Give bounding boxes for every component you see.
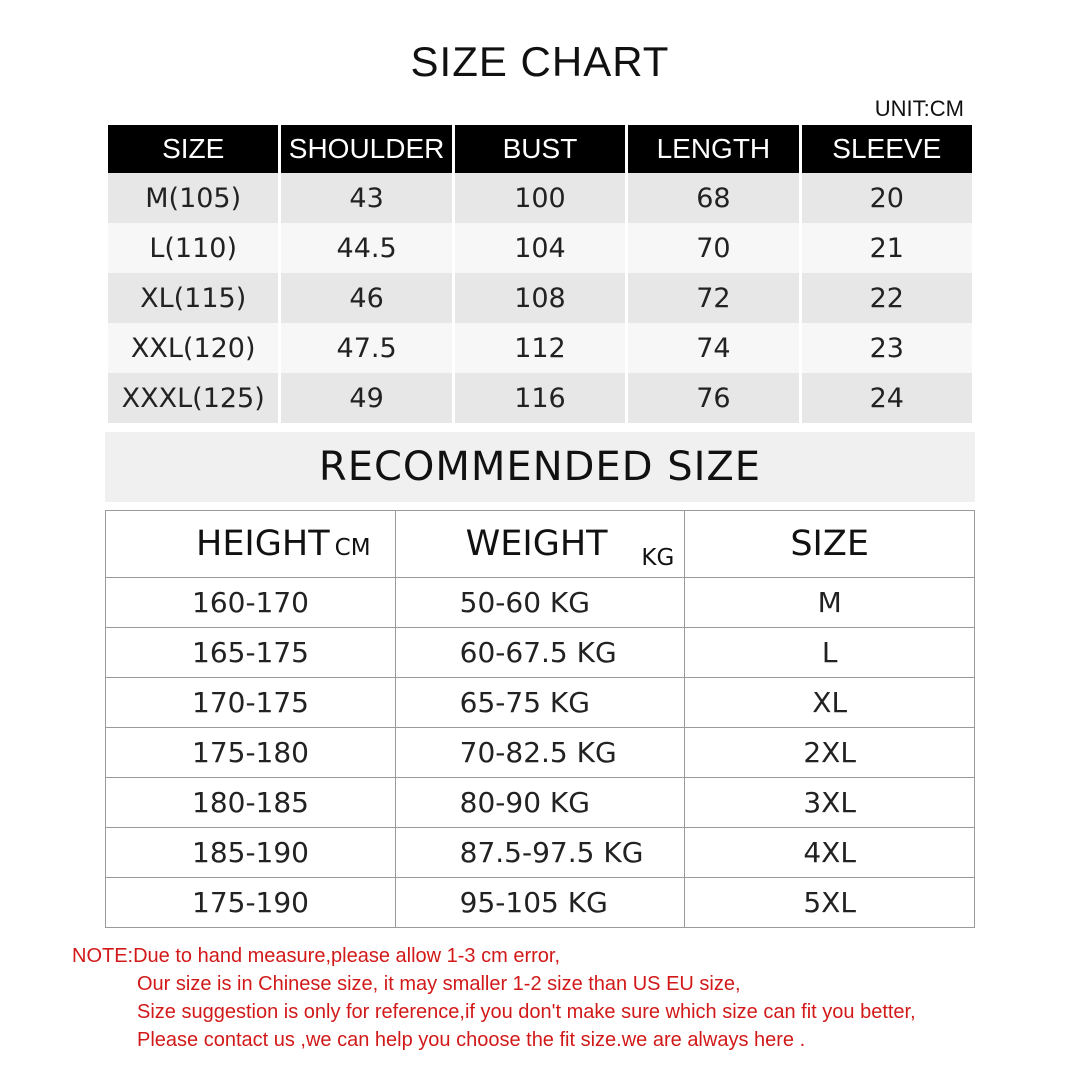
table-cell: 50-60 KG	[395, 578, 685, 628]
table-cell: M(105)	[108, 173, 278, 223]
table-cell: 112	[455, 323, 625, 373]
table-cell: 100	[455, 173, 625, 223]
table-row	[106, 578, 975, 628]
column-header-length: LENGTH	[628, 125, 798, 173]
table-row	[106, 678, 975, 728]
table-cell: 49	[281, 373, 451, 423]
page-title: SIZE CHART	[410, 38, 670, 85]
table-cell: XXL(120)	[108, 323, 278, 373]
table-cell: 170-175	[106, 678, 396, 728]
table-cell: 3XL	[685, 778, 975, 828]
table-row	[106, 828, 975, 878]
note-line: Please contact us ,we can help you choose the fit size.we are always here .	[137, 1029, 806, 1051]
unit-label: UNIT:CM	[874, 96, 964, 121]
weight-header-label: WEIGHT	[465, 524, 608, 564]
table-row	[108, 223, 972, 273]
table-cell: 24	[802, 373, 972, 423]
table-cell: XL	[685, 678, 975, 728]
column-header-height	[106, 511, 396, 578]
column-header-size: SIZE	[108, 125, 278, 173]
table-cell: 68	[628, 173, 798, 223]
table-cell: 23	[802, 323, 972, 373]
table-cell: 87.5-97.5 KG	[395, 828, 685, 878]
column-header-size	[685, 511, 975, 578]
note-line: Size suggestion is only for reference,if you don't make sure which size can fit you better,	[137, 1001, 916, 1023]
recommended-header-row	[106, 511, 975, 578]
table-cell: 175-180	[106, 728, 396, 778]
table-cell: 80-90 KG	[395, 778, 685, 828]
table-cell: 70	[628, 223, 798, 273]
table-row	[106, 728, 975, 778]
table-cell: 104	[455, 223, 625, 273]
table-row	[106, 778, 975, 828]
table-row	[106, 628, 975, 678]
column-header-shoulder: SHOULDER	[281, 125, 451, 173]
table-cell: 21	[802, 223, 972, 273]
height-unit-label: CM	[334, 535, 371, 561]
table-cell: 46	[281, 273, 451, 323]
table-row	[108, 273, 972, 323]
table-cell: 74	[628, 323, 798, 373]
table-cell: 2XL	[685, 728, 975, 778]
table-row	[108, 323, 972, 373]
table-cell: 175-190	[106, 878, 396, 928]
table-cell: 43	[281, 173, 451, 223]
table-cell: 60-67.5 KG	[395, 628, 685, 678]
height-header-label: HEIGHT	[196, 524, 330, 564]
table-cell: 165-175	[106, 628, 396, 678]
table-cell: 160-170	[106, 578, 396, 628]
table-cell: 65-75 KG	[395, 678, 685, 728]
table-cell: 44.5	[281, 223, 451, 273]
size-header-label: SIZE	[790, 524, 869, 564]
note-line: Our size is in Chinese size, it may smaller 1-2 size than US EU size,	[137, 973, 741, 995]
table-row	[106, 878, 975, 928]
table-cell: 20	[802, 173, 972, 223]
table-cell: 76	[628, 373, 798, 423]
table-cell: XXXL(125)	[108, 373, 278, 423]
table-cell: L	[685, 628, 975, 678]
table-cell: 5XL	[685, 878, 975, 928]
table-cell: 4XL	[685, 828, 975, 878]
size-chart-header-row	[108, 125, 972, 173]
weight-unit-label: KG	[641, 545, 675, 571]
table-cell: 95-105 KG	[395, 878, 685, 928]
table-cell: 47.5	[281, 323, 451, 373]
table-cell: 185-190	[106, 828, 396, 878]
column-header-sleeve: SLEEVE	[802, 125, 972, 173]
table-cell: M	[685, 578, 975, 628]
table-row	[108, 173, 972, 223]
table-cell: 116	[455, 373, 625, 423]
table-cell: L(110)	[108, 223, 278, 273]
recommended-size-table	[105, 510, 975, 928]
note-block	[72, 942, 916, 1054]
table-cell: XL(115)	[108, 273, 278, 323]
note-line: NOTE:Due to hand measure,please allow 1-3 cm error,	[72, 945, 560, 967]
table-cell: 108	[455, 273, 625, 323]
size-chart-table	[105, 125, 975, 423]
table-cell: 72	[628, 273, 798, 323]
table-row	[108, 373, 972, 423]
column-header-weight	[395, 511, 685, 578]
table-cell: 180-185	[106, 778, 396, 828]
table-cell: 70-82.5 KG	[395, 728, 685, 778]
column-header-bust: BUST	[455, 125, 625, 173]
table-cell: 22	[802, 273, 972, 323]
recommended-size-heading: RECOMMENDED SIZE	[105, 432, 975, 502]
